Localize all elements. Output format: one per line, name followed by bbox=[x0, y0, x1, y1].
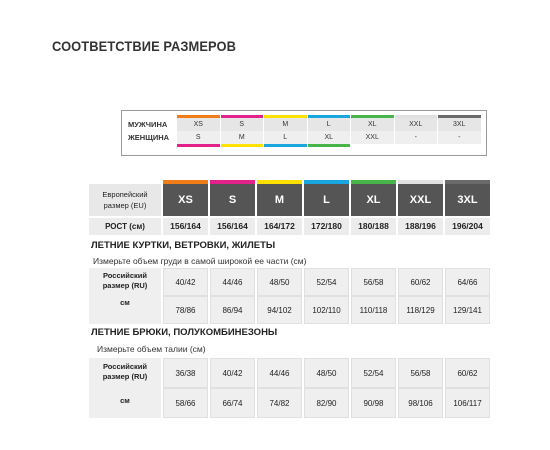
section1-cm-cell: 86/94 bbox=[210, 296, 255, 324]
women-size-color-bar bbox=[264, 144, 307, 147]
women-size-color-bar bbox=[177, 144, 220, 147]
size-header-cell: XXL bbox=[398, 184, 443, 216]
section2-ru-label bbox=[89, 358, 161, 388]
eu-label-line1: Европейский bbox=[102, 190, 148, 199]
section1-cm-label: см bbox=[89, 296, 161, 324]
women-size-cell: M bbox=[221, 131, 264, 144]
women-size-cell: L bbox=[264, 131, 307, 144]
height-cell: 164/172 bbox=[257, 218, 302, 235]
section2-subtitle: Измерьте объем талии (см) bbox=[97, 344, 206, 354]
section2-cm-cell: 58/66 bbox=[163, 388, 208, 418]
section1-title: ЛЕТНИЕ КУРТКИ, ВЕТРОВКИ, ЖИЛЕТЫ bbox=[91, 240, 276, 251]
gender-size-table bbox=[121, 110, 487, 156]
section1-ru-cell: 48/50 bbox=[257, 268, 302, 296]
eu-size-label bbox=[89, 184, 161, 216]
section1-ru-label-line1: Российский bbox=[102, 271, 147, 280]
section2-ru-cell: 44/46 bbox=[257, 358, 302, 388]
men-size-cell: S bbox=[221, 118, 264, 131]
section2-ru-cell: 60/62 bbox=[445, 358, 490, 388]
section2-ru-cell: 36/38 bbox=[163, 358, 208, 388]
men-size-cell: M bbox=[264, 118, 307, 131]
men-label: МУЖЧИНА bbox=[128, 120, 168, 129]
women-size-color-bar bbox=[395, 144, 438, 147]
section2-cm-cell: 74/82 bbox=[257, 388, 302, 418]
section2-cm-cell: 90/98 bbox=[351, 388, 396, 418]
eu-label-line2: размер (EU) bbox=[103, 201, 147, 210]
men-size-cell: 3XL bbox=[438, 118, 481, 131]
height-cell: 156/164 bbox=[163, 218, 208, 235]
section1-cm-cell: 129/141 bbox=[445, 296, 490, 324]
women-size-cell: S bbox=[177, 131, 220, 144]
section2-ru-label-line2: размер (RU) bbox=[102, 372, 148, 381]
women-size-color-bar bbox=[351, 144, 394, 147]
size-header-cell: 3XL bbox=[445, 184, 490, 216]
women-size-color-bar bbox=[438, 144, 481, 147]
section1-ru-cell: 52/54 bbox=[304, 268, 349, 296]
section1-subtitle: Измерьте объем груди в самой широкой ее части (см) bbox=[93, 256, 307, 266]
section2-cm-label: см bbox=[89, 388, 161, 418]
men-size-cell: XL bbox=[351, 118, 394, 131]
women-size-color-bar bbox=[221, 144, 264, 147]
women-size-cell: - bbox=[395, 131, 438, 144]
page-title: СООТВЕТСТВИЕ РАЗМЕРОВ bbox=[52, 38, 237, 54]
men-size-cell: XXL bbox=[395, 118, 438, 131]
section2-ru-cell: 52/54 bbox=[351, 358, 396, 388]
section2-cm-cell: 106/117 bbox=[445, 388, 490, 418]
section1-ru-cell: 64/66 bbox=[445, 268, 490, 296]
women-size-color-bar bbox=[308, 144, 351, 147]
height-cell: 172/180 bbox=[304, 218, 349, 235]
size-header-cell: L bbox=[304, 184, 349, 216]
section2-cm-cell: 66/74 bbox=[210, 388, 255, 418]
section1-ru-cell: 60/62 bbox=[398, 268, 443, 296]
section2-cm-cell: 98/106 bbox=[398, 388, 443, 418]
section1-ru-cell: 56/58 bbox=[351, 268, 396, 296]
section2-ru-cell: 48/50 bbox=[304, 358, 349, 388]
section1-cm-cell: 118/129 bbox=[398, 296, 443, 324]
height-cell: 188/196 bbox=[398, 218, 443, 235]
section1-cm-cell: 110/118 bbox=[351, 296, 396, 324]
section1-ru-cell: 44/46 bbox=[210, 268, 255, 296]
section2-ru-cell: 40/42 bbox=[210, 358, 255, 388]
women-size-cell: XXL bbox=[351, 131, 394, 144]
height-cell: 196/204 bbox=[445, 218, 490, 235]
size-header-cell: S bbox=[210, 184, 255, 216]
section1-ru-label-line2: размер (RU) bbox=[102, 281, 148, 290]
women-size-cell: - bbox=[438, 131, 481, 144]
section2-cm-cell: 82/90 bbox=[304, 388, 349, 418]
section2-title: ЛЕТНИЕ БРЮКИ, ПОЛУКОМБИНЕЗОНЫ bbox=[91, 327, 278, 338]
section1-cm-cell: 78/86 bbox=[163, 296, 208, 324]
men-size-cell: L bbox=[308, 118, 351, 131]
women-label: ЖЕНЩИНА bbox=[128, 133, 170, 142]
size-header-cell: M bbox=[257, 184, 302, 216]
height-label: РОСТ (см) bbox=[89, 218, 161, 235]
gender-labels bbox=[128, 118, 178, 144]
section1-cm-cell: 94/102 bbox=[257, 296, 302, 324]
section1-ru-cell: 40/42 bbox=[163, 268, 208, 296]
size-header-cell: XL bbox=[351, 184, 396, 216]
men-size-cell: XS bbox=[177, 118, 220, 131]
size-header-cell: XS bbox=[163, 184, 208, 216]
section2-ru-cell: 56/58 bbox=[398, 358, 443, 388]
section1-cm-cell: 102/110 bbox=[304, 296, 349, 324]
women-size-cell: XL bbox=[308, 131, 351, 144]
section2-ru-label-line1: Российский bbox=[102, 362, 147, 371]
height-cell: 180/188 bbox=[351, 218, 396, 235]
section1-ru-label bbox=[89, 268, 161, 296]
height-cell: 156/164 bbox=[210, 218, 255, 235]
